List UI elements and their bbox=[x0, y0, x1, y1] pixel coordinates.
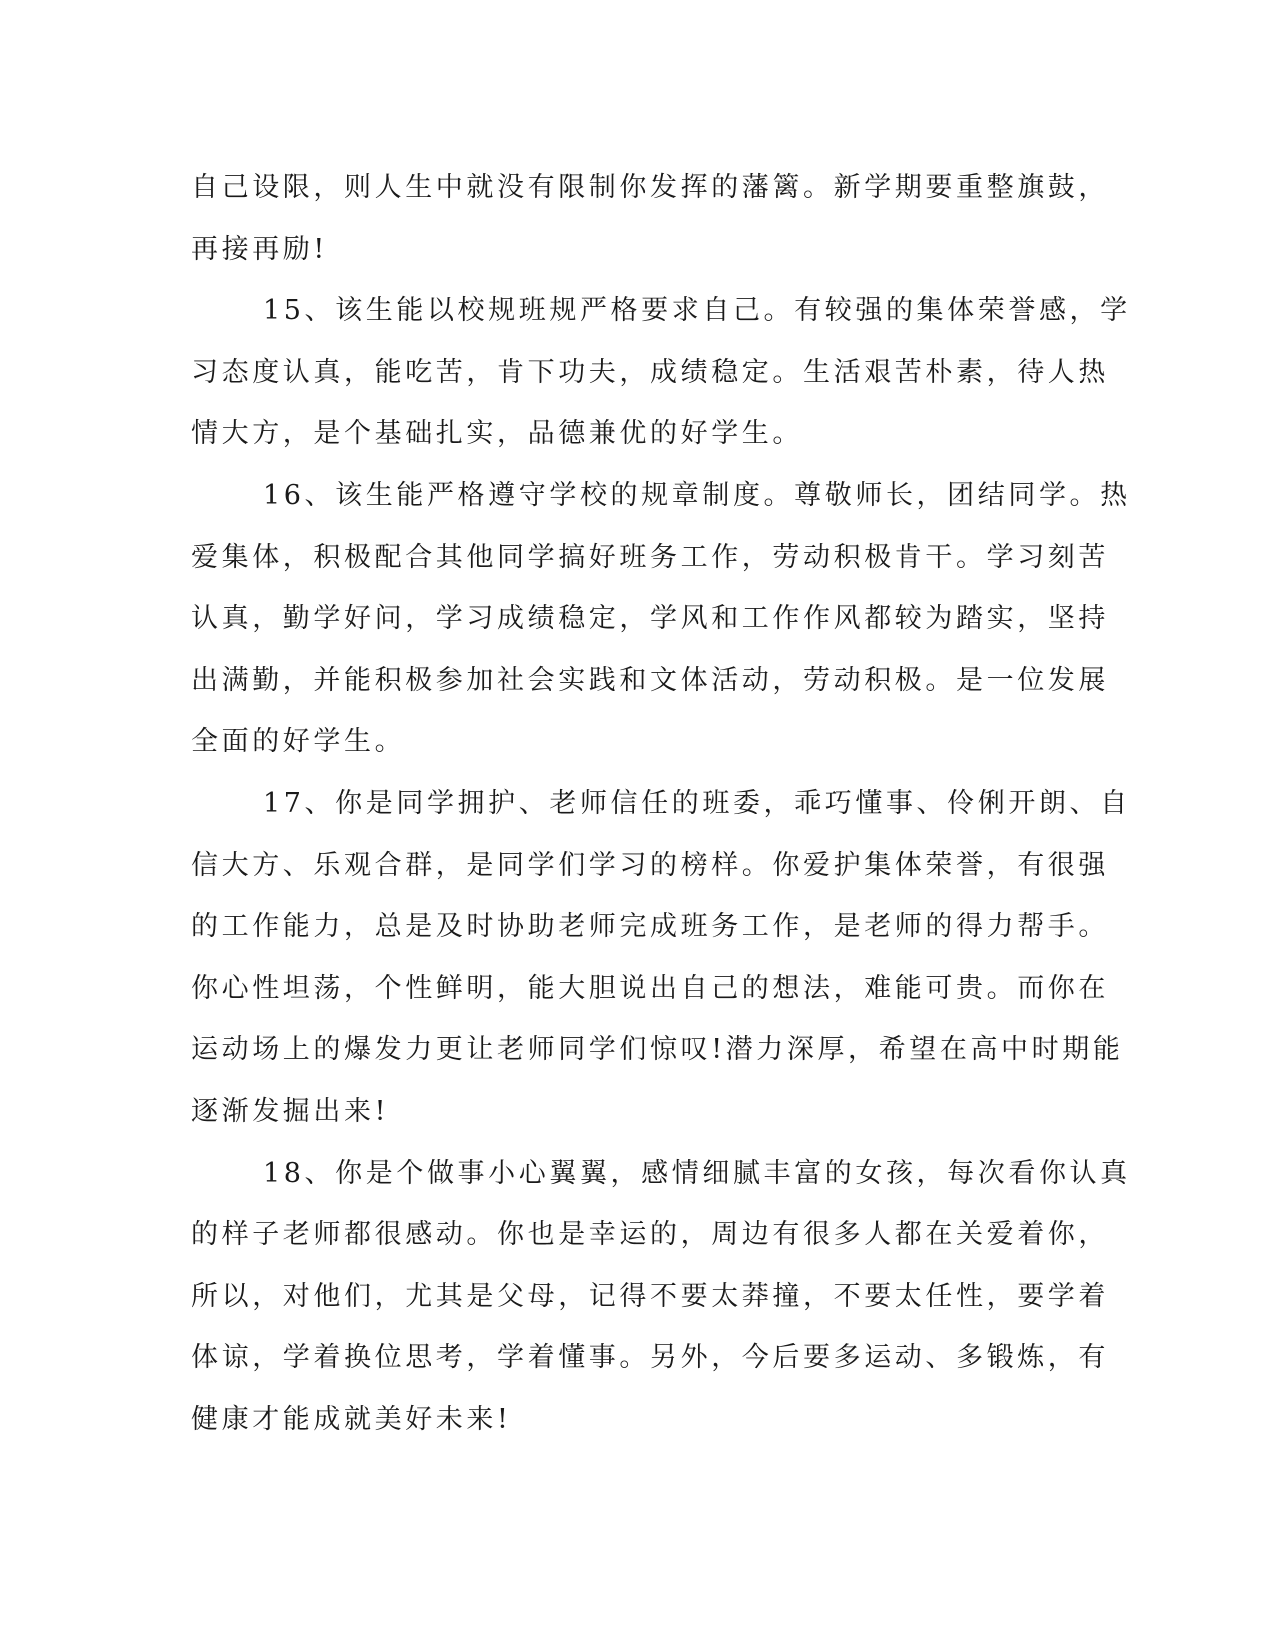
text-line: 的样子老师都很感动。你也是幸运的，周边有很多人都在关爱着你， bbox=[191, 1219, 1109, 1251]
text-line: 习态度认真，能吃苦，肯下功夫，成绩稳定。生活艰苦朴素，待人热 bbox=[191, 356, 1109, 388]
paragraph-start-16: 16、该生能严格遵守学校的规章制度。尊敬师长，团结同学。热 bbox=[263, 479, 1131, 511]
text-line: 体谅，学着换位思考，学着懂事。另外，今后要多运动、多锻炼，有 bbox=[191, 1342, 1109, 1374]
paragraph-start-17: 17、你是同学拥护、老师信任的班委，乖巧懂事、伶俐开朗、自 bbox=[263, 787, 1131, 819]
text-line: 逐渐发掘出来! bbox=[191, 1095, 390, 1127]
text-line: 信大方、乐观合群，是同学们学习的榜样。你爱护集体荣誉，有很强 bbox=[191, 849, 1109, 881]
body-text bbox=[191, 157, 1131, 1450]
text-line: 的工作能力，总是及时协助老师完成班务工作，是老师的得力帮手。 bbox=[191, 911, 1109, 943]
paragraph-start-18: 18、你是个做事小心翼翼，感情细腻丰富的女孩，每次看你认真 bbox=[263, 1157, 1131, 1189]
text-line: 所以，对他们，尤其是父母，记得不要太莽撞，不要太任性，要学着 bbox=[191, 1280, 1109, 1312]
text-line: 全面的好学生。 bbox=[191, 726, 406, 758]
text-line: 再接再励! bbox=[191, 233, 328, 265]
text-line: 你心性坦荡，个性鲜明，能大胆说出自己的想法，难能可贵。而你在 bbox=[191, 972, 1109, 1004]
paragraph-start-15: 15、该生能以校规班规严格要求自己。有较强的集体荣誉感，学 bbox=[263, 295, 1131, 327]
text-line: 情大方，是个基础扎实，品德兼优的好学生。 bbox=[191, 418, 803, 450]
text-line: 运动场上的爆发力更让老师同学们惊叹!潜力深厚，希望在高中时期能 bbox=[191, 1034, 1124, 1066]
text-line: 认真，勤学好问，学习成绩稳定，学风和工作作风都较为踏实，坚持 bbox=[191, 603, 1109, 635]
text-line: 自己设限，则人生中就没有限制你发挥的藩篱。新学期要重整旗鼓， bbox=[191, 172, 1109, 203]
text-line: 爱集体，积极配合其他同学搞好班务工作，劳动积极肯干。学习刻苦 bbox=[191, 541, 1109, 573]
text-line: 出满勤，并能积极参加社会实践和文体活动，劳动积极。是一位发展 bbox=[191, 664, 1109, 696]
text-line: 健康才能成就美好未来! bbox=[191, 1403, 512, 1435]
